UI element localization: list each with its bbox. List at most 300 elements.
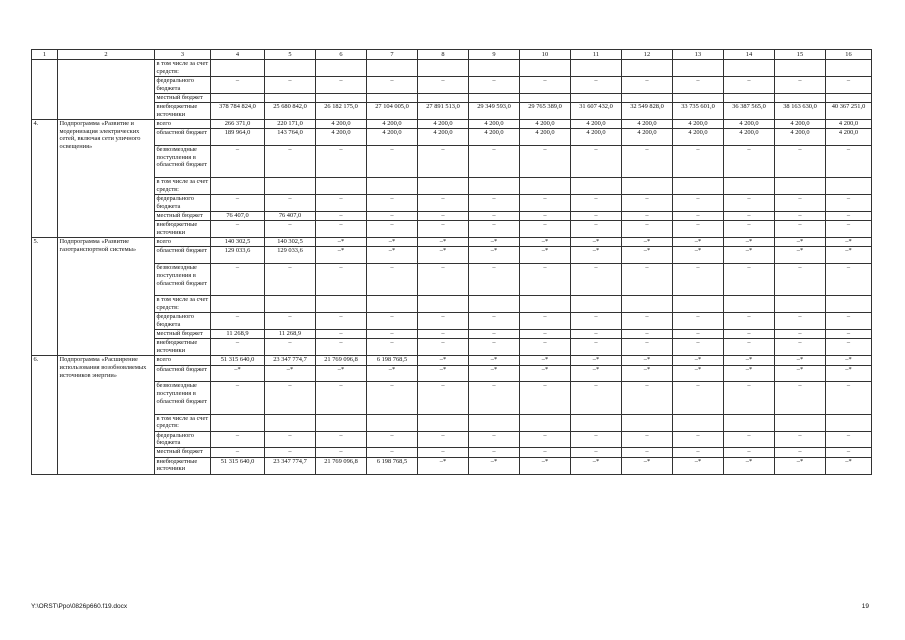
table-row bbox=[32, 178, 872, 195]
amount-cell bbox=[571, 178, 622, 195]
amount-cell: 11 268,9 bbox=[211, 330, 265, 339]
amount-cell bbox=[622, 414, 673, 431]
amount-cell: – bbox=[775, 330, 826, 339]
amount-cell: 4 200,0 bbox=[418, 119, 469, 128]
funding-source: федерального бюджета bbox=[155, 313, 211, 330]
amount-cell: – bbox=[211, 221, 265, 238]
amount-cell: – bbox=[571, 212, 622, 221]
table-row bbox=[32, 93, 872, 102]
amount-cell: – bbox=[673, 382, 724, 414]
amount-cell: – bbox=[211, 76, 265, 93]
col-header: 9 bbox=[469, 50, 520, 60]
amount-cell bbox=[469, 60, 520, 77]
amount-cell bbox=[367, 414, 418, 431]
amount-cell bbox=[265, 414, 316, 431]
amount-cell: –* bbox=[520, 247, 571, 264]
amount-cell bbox=[826, 178, 872, 195]
amount-cell: – bbox=[211, 195, 265, 212]
amount-cell: – bbox=[265, 264, 316, 296]
amount-cell: – bbox=[571, 145, 622, 177]
amount-cell: 4 200,0 bbox=[724, 129, 775, 146]
amount-cell: – bbox=[673, 339, 724, 356]
amount-cell: – bbox=[265, 221, 316, 238]
funding-source: местный бюджет bbox=[155, 448, 211, 457]
amount-cell: – bbox=[571, 264, 622, 296]
funding-source: областной бюджет bbox=[155, 365, 211, 382]
amount-cell: – bbox=[367, 212, 418, 221]
table-row bbox=[32, 247, 872, 264]
amount-cell: 31 607 432,0 bbox=[571, 102, 622, 119]
col-header: 13 bbox=[673, 50, 724, 60]
amount-cell: 4 200,0 bbox=[622, 129, 673, 146]
funding-source: в том числе за счет средств: bbox=[155, 178, 211, 195]
amount-cell bbox=[316, 60, 367, 77]
amount-cell: – bbox=[724, 330, 775, 339]
amount-cell: – bbox=[469, 448, 520, 457]
amount-cell: –* bbox=[211, 365, 265, 382]
amount-cell: –* bbox=[418, 457, 469, 474]
amount-cell: –* bbox=[724, 247, 775, 264]
amount-cell: – bbox=[520, 212, 571, 221]
amount-cell bbox=[775, 414, 826, 431]
amount-cell: – bbox=[775, 431, 826, 448]
page-number: 19 bbox=[861, 603, 869, 610]
col-header: 11 bbox=[571, 50, 622, 60]
funding-source: федерального бюджета bbox=[155, 76, 211, 93]
amount-cell: – bbox=[211, 313, 265, 330]
amount-cell: 143 764,0 bbox=[265, 129, 316, 146]
amount-cell: 4 200,0 bbox=[520, 129, 571, 146]
program-name: Подпрограмма «Развитие и модернизация электрических сетей, включая сети уличного освещения» bbox=[58, 119, 155, 237]
amount-cell bbox=[265, 296, 316, 313]
amount-cell: – bbox=[520, 330, 571, 339]
amount-cell: 11 268,9 bbox=[265, 330, 316, 339]
amount-cell bbox=[673, 296, 724, 313]
amount-cell: 29 349 593,0 bbox=[469, 102, 520, 119]
amount-cell: –* bbox=[826, 247, 872, 264]
budget-table bbox=[31, 49, 872, 475]
amount-cell: – bbox=[469, 313, 520, 330]
amount-cell: – bbox=[622, 330, 673, 339]
amount-cell bbox=[622, 296, 673, 313]
amount-cell: –* bbox=[418, 356, 469, 365]
amount-cell bbox=[316, 93, 367, 102]
amount-cell: – bbox=[316, 221, 367, 238]
amount-cell: –* bbox=[469, 365, 520, 382]
amount-cell: –* bbox=[265, 365, 316, 382]
amount-cell: – bbox=[622, 221, 673, 238]
amount-cell: – bbox=[418, 330, 469, 339]
amount-cell bbox=[724, 296, 775, 313]
amount-cell: 23 347 774,7 bbox=[265, 356, 316, 365]
amount-cell: – bbox=[724, 212, 775, 221]
amount-cell: –* bbox=[622, 457, 673, 474]
funding-source: в том числе за счет средств: bbox=[155, 296, 211, 313]
amount-cell: – bbox=[673, 264, 724, 296]
amount-cell: –* bbox=[724, 238, 775, 247]
amount-cell: – bbox=[316, 313, 367, 330]
amount-cell: – bbox=[826, 339, 872, 356]
funding-source: внебюджетные источники bbox=[155, 339, 211, 356]
amount-cell: 33 735 601,0 bbox=[673, 102, 724, 119]
amount-cell: – bbox=[367, 313, 418, 330]
col-header: 6 bbox=[316, 50, 367, 60]
amount-cell: – bbox=[367, 431, 418, 448]
amount-cell: –* bbox=[316, 247, 367, 264]
amount-cell bbox=[826, 414, 872, 431]
amount-cell bbox=[673, 178, 724, 195]
amount-cell: –* bbox=[469, 356, 520, 365]
amount-cell: – bbox=[724, 448, 775, 457]
amount-cell: 6 198 768,5 bbox=[367, 356, 418, 365]
amount-cell: 76 407,0 bbox=[265, 212, 316, 221]
amount-cell: – bbox=[826, 264, 872, 296]
amount-cell: – bbox=[571, 448, 622, 457]
amount-cell bbox=[469, 414, 520, 431]
funding-source: федерального бюджета bbox=[155, 195, 211, 212]
table-row bbox=[32, 330, 872, 339]
amount-cell bbox=[211, 93, 265, 102]
amount-cell bbox=[520, 60, 571, 77]
amount-cell: – bbox=[775, 264, 826, 296]
column-number-row bbox=[32, 50, 872, 60]
program-name: Подпрограмма «Расширение использования возобновляемых источников энергии» bbox=[58, 356, 155, 474]
amount-cell: – bbox=[673, 313, 724, 330]
amount-cell: 51 315 640,0 bbox=[211, 356, 265, 365]
amount-cell: 266 371,0 bbox=[211, 119, 265, 128]
amount-cell: 140 302,5 bbox=[265, 238, 316, 247]
amount-cell: – bbox=[469, 212, 520, 221]
amount-cell: –* bbox=[775, 238, 826, 247]
amount-cell: – bbox=[211, 448, 265, 457]
amount-cell: – bbox=[265, 313, 316, 330]
amount-cell: – bbox=[571, 339, 622, 356]
amount-cell bbox=[418, 93, 469, 102]
amount-cell: – bbox=[520, 448, 571, 457]
col-header: 5 bbox=[265, 50, 316, 60]
table-row bbox=[32, 212, 872, 221]
amount-cell: – bbox=[622, 195, 673, 212]
funding-source: всего bbox=[155, 238, 211, 247]
amount-cell bbox=[418, 60, 469, 77]
col-header: 15 bbox=[775, 50, 826, 60]
funding-source: внебюджетные источники bbox=[155, 102, 211, 119]
amount-cell: – bbox=[469, 76, 520, 93]
table-row bbox=[32, 296, 872, 313]
amount-cell: 26 182 175,0 bbox=[316, 102, 367, 119]
amount-cell: – bbox=[367, 221, 418, 238]
amount-cell: 4 200,0 bbox=[316, 119, 367, 128]
amount-cell: – bbox=[571, 431, 622, 448]
amount-cell: –* bbox=[673, 356, 724, 365]
amount-cell bbox=[622, 60, 673, 77]
amount-cell: – bbox=[520, 76, 571, 93]
table-row bbox=[32, 195, 872, 212]
col-header: 10 bbox=[520, 50, 571, 60]
amount-cell bbox=[265, 178, 316, 195]
amount-cell bbox=[622, 93, 673, 102]
amount-cell: –* bbox=[469, 247, 520, 264]
amount-cell: 27 891 513,0 bbox=[418, 102, 469, 119]
amount-cell bbox=[724, 60, 775, 77]
amount-cell: – bbox=[724, 382, 775, 414]
program-name: Подпрограмма «Развитие газотранспортной системы» bbox=[58, 238, 155, 356]
amount-cell: – bbox=[316, 339, 367, 356]
amount-cell bbox=[469, 93, 520, 102]
amount-cell: – bbox=[622, 339, 673, 356]
amount-cell: 4 200,0 bbox=[469, 119, 520, 128]
col-header: 3 bbox=[155, 50, 211, 60]
amount-cell: – bbox=[520, 145, 571, 177]
amount-cell: 129 033,6 bbox=[211, 247, 265, 264]
amount-cell bbox=[469, 296, 520, 313]
amount-cell: 4 200,0 bbox=[367, 119, 418, 128]
amount-cell: – bbox=[367, 382, 418, 414]
amount-cell bbox=[211, 296, 265, 313]
amount-cell bbox=[520, 178, 571, 195]
amount-cell: – bbox=[673, 76, 724, 93]
table-body bbox=[32, 50, 872, 475]
amount-cell: – bbox=[826, 330, 872, 339]
program-name bbox=[58, 60, 155, 120]
funding-source: местный бюджет bbox=[155, 212, 211, 221]
amount-cell: –* bbox=[622, 365, 673, 382]
amount-cell: – bbox=[418, 212, 469, 221]
amount-cell: – bbox=[622, 145, 673, 177]
amount-cell bbox=[775, 60, 826, 77]
amount-cell: – bbox=[211, 339, 265, 356]
amount-cell: – bbox=[316, 145, 367, 177]
amount-cell: – bbox=[673, 145, 724, 177]
amount-cell: – bbox=[826, 313, 872, 330]
program-number: 6. bbox=[32, 356, 58, 474]
amount-cell: – bbox=[367, 76, 418, 93]
col-header: 4 bbox=[211, 50, 265, 60]
amount-cell: – bbox=[520, 264, 571, 296]
amount-cell: – bbox=[316, 330, 367, 339]
amount-cell: – bbox=[367, 330, 418, 339]
amount-cell: – bbox=[367, 339, 418, 356]
amount-cell: – bbox=[622, 382, 673, 414]
amount-cell: 4 200,0 bbox=[316, 129, 367, 146]
amount-cell bbox=[775, 93, 826, 102]
amount-cell: 36 387 565,0 bbox=[724, 102, 775, 119]
amount-cell: –* bbox=[418, 365, 469, 382]
amount-cell: –* bbox=[673, 365, 724, 382]
amount-cell: – bbox=[265, 76, 316, 93]
amount-cell: 29 765 389,0 bbox=[520, 102, 571, 119]
amount-cell: 4 200,0 bbox=[469, 129, 520, 146]
amount-cell bbox=[520, 296, 571, 313]
amount-cell: 4 200,0 bbox=[826, 119, 872, 128]
amount-cell: –* bbox=[622, 247, 673, 264]
amount-cell: – bbox=[622, 431, 673, 448]
amount-cell: – bbox=[316, 76, 367, 93]
amount-cell: 4 200,0 bbox=[622, 119, 673, 128]
amount-cell: –* bbox=[571, 457, 622, 474]
amount-cell: 6 198 768,5 bbox=[367, 457, 418, 474]
amount-cell: 4 200,0 bbox=[775, 129, 826, 146]
amount-cell bbox=[265, 60, 316, 77]
amount-cell: 21 769 096,8 bbox=[316, 457, 367, 474]
amount-cell: – bbox=[724, 264, 775, 296]
amount-cell bbox=[418, 296, 469, 313]
amount-cell bbox=[265, 93, 316, 102]
amount-cell: – bbox=[469, 339, 520, 356]
amount-cell: – bbox=[826, 221, 872, 238]
amount-cell: – bbox=[826, 212, 872, 221]
amount-cell: – bbox=[724, 339, 775, 356]
amount-cell: – bbox=[571, 76, 622, 93]
amount-cell: – bbox=[571, 195, 622, 212]
amount-cell: – bbox=[265, 195, 316, 212]
amount-cell: 4 200,0 bbox=[775, 119, 826, 128]
amount-cell: –* bbox=[724, 457, 775, 474]
table-row bbox=[32, 221, 872, 238]
amount-cell: – bbox=[469, 145, 520, 177]
amount-cell: – bbox=[826, 145, 872, 177]
amount-cell: – bbox=[622, 76, 673, 93]
amount-cell: –* bbox=[826, 356, 872, 365]
amount-cell: –* bbox=[520, 365, 571, 382]
amount-cell: 4 200,0 bbox=[724, 119, 775, 128]
funding-source: безвозмездные поступления в областной бюджет bbox=[155, 382, 211, 414]
amount-cell bbox=[367, 296, 418, 313]
amount-cell bbox=[673, 60, 724, 77]
amount-cell: –* bbox=[826, 365, 872, 382]
amount-cell: – bbox=[724, 431, 775, 448]
amount-cell: 140 302,5 bbox=[211, 238, 265, 247]
amount-cell: – bbox=[367, 195, 418, 212]
amount-cell: – bbox=[673, 431, 724, 448]
amount-cell: – bbox=[673, 212, 724, 221]
amount-cell: – bbox=[775, 145, 826, 177]
table-row bbox=[32, 102, 872, 119]
amount-cell: – bbox=[418, 431, 469, 448]
table-row bbox=[32, 356, 872, 365]
amount-cell: – bbox=[418, 195, 469, 212]
amount-cell: 4 200,0 bbox=[418, 129, 469, 146]
amount-cell bbox=[418, 414, 469, 431]
amount-cell: – bbox=[724, 145, 775, 177]
table-row bbox=[32, 76, 872, 93]
amount-cell bbox=[211, 414, 265, 431]
amount-cell: 40 367 251,0 bbox=[826, 102, 872, 119]
amount-cell bbox=[520, 93, 571, 102]
amount-cell: – bbox=[622, 313, 673, 330]
amount-cell: 76 407,0 bbox=[211, 212, 265, 221]
amount-cell: – bbox=[775, 195, 826, 212]
amount-cell: 4 200,0 bbox=[571, 129, 622, 146]
amount-cell: – bbox=[775, 382, 826, 414]
amount-cell: –* bbox=[520, 457, 571, 474]
amount-cell: –* bbox=[520, 356, 571, 365]
amount-cell: –* bbox=[826, 238, 872, 247]
amount-cell: – bbox=[826, 431, 872, 448]
amount-cell: 21 769 096,8 bbox=[316, 356, 367, 365]
table-row bbox=[32, 365, 872, 382]
funding-source: в том числе за счет средств: bbox=[155, 414, 211, 431]
amount-cell: – bbox=[622, 264, 673, 296]
amount-cell: – bbox=[367, 264, 418, 296]
amount-cell bbox=[724, 93, 775, 102]
amount-cell: – bbox=[418, 382, 469, 414]
amount-cell: 32 549 828,0 bbox=[622, 102, 673, 119]
amount-cell bbox=[367, 178, 418, 195]
amount-cell: – bbox=[469, 330, 520, 339]
amount-cell: – bbox=[265, 448, 316, 457]
amount-cell bbox=[316, 178, 367, 195]
col-header: 8 bbox=[418, 50, 469, 60]
amount-cell: – bbox=[826, 448, 872, 457]
amount-cell bbox=[826, 60, 872, 77]
amount-cell: – bbox=[316, 212, 367, 221]
amount-cell: –* bbox=[571, 365, 622, 382]
amount-cell: – bbox=[571, 221, 622, 238]
amount-cell: – bbox=[520, 221, 571, 238]
amount-cell: – bbox=[673, 221, 724, 238]
amount-cell: – bbox=[826, 382, 872, 414]
program-number bbox=[32, 60, 58, 120]
amount-cell: – bbox=[724, 195, 775, 212]
amount-cell bbox=[367, 60, 418, 77]
amount-cell: –* bbox=[418, 247, 469, 264]
amount-cell bbox=[571, 93, 622, 102]
amount-cell bbox=[469, 178, 520, 195]
amount-cell bbox=[316, 296, 367, 313]
amount-cell bbox=[316, 414, 367, 431]
funding-source: местный бюджет bbox=[155, 330, 211, 339]
amount-cell: –* bbox=[673, 247, 724, 264]
amount-cell: – bbox=[418, 448, 469, 457]
col-header: 1 bbox=[32, 50, 58, 60]
amount-cell: 23 347 774,7 bbox=[265, 457, 316, 474]
amount-cell: –* bbox=[775, 457, 826, 474]
amount-cell: – bbox=[469, 264, 520, 296]
amount-cell: – bbox=[520, 313, 571, 330]
amount-cell: – bbox=[673, 448, 724, 457]
funding-source: внебюджетные источники bbox=[155, 221, 211, 238]
amount-cell: –* bbox=[367, 247, 418, 264]
amount-cell: 4 200,0 bbox=[367, 129, 418, 146]
amount-cell bbox=[520, 414, 571, 431]
amount-cell: – bbox=[622, 212, 673, 221]
amount-cell: 378 784 824,0 bbox=[211, 102, 265, 119]
amount-cell: 4 200,0 bbox=[826, 129, 872, 146]
amount-cell: – bbox=[826, 195, 872, 212]
amount-cell: – bbox=[469, 195, 520, 212]
amount-cell: – bbox=[775, 313, 826, 330]
amount-cell: – bbox=[520, 431, 571, 448]
table-row bbox=[32, 238, 872, 247]
amount-cell bbox=[571, 296, 622, 313]
amount-cell bbox=[622, 178, 673, 195]
amount-cell bbox=[775, 178, 826, 195]
col-header: 12 bbox=[622, 50, 673, 60]
amount-cell: –* bbox=[571, 238, 622, 247]
amount-cell: – bbox=[316, 264, 367, 296]
funding-source: безвозмездные поступления в областной бюджет bbox=[155, 264, 211, 296]
table-row bbox=[32, 145, 872, 177]
amount-cell bbox=[571, 60, 622, 77]
amount-cell bbox=[211, 178, 265, 195]
program-number: 4. bbox=[32, 119, 58, 237]
amount-cell: 4 200,0 bbox=[673, 129, 724, 146]
amount-cell: – bbox=[520, 339, 571, 356]
amount-cell: –* bbox=[367, 365, 418, 382]
amount-cell: 27 104 005,0 bbox=[367, 102, 418, 119]
amount-cell: – bbox=[367, 448, 418, 457]
